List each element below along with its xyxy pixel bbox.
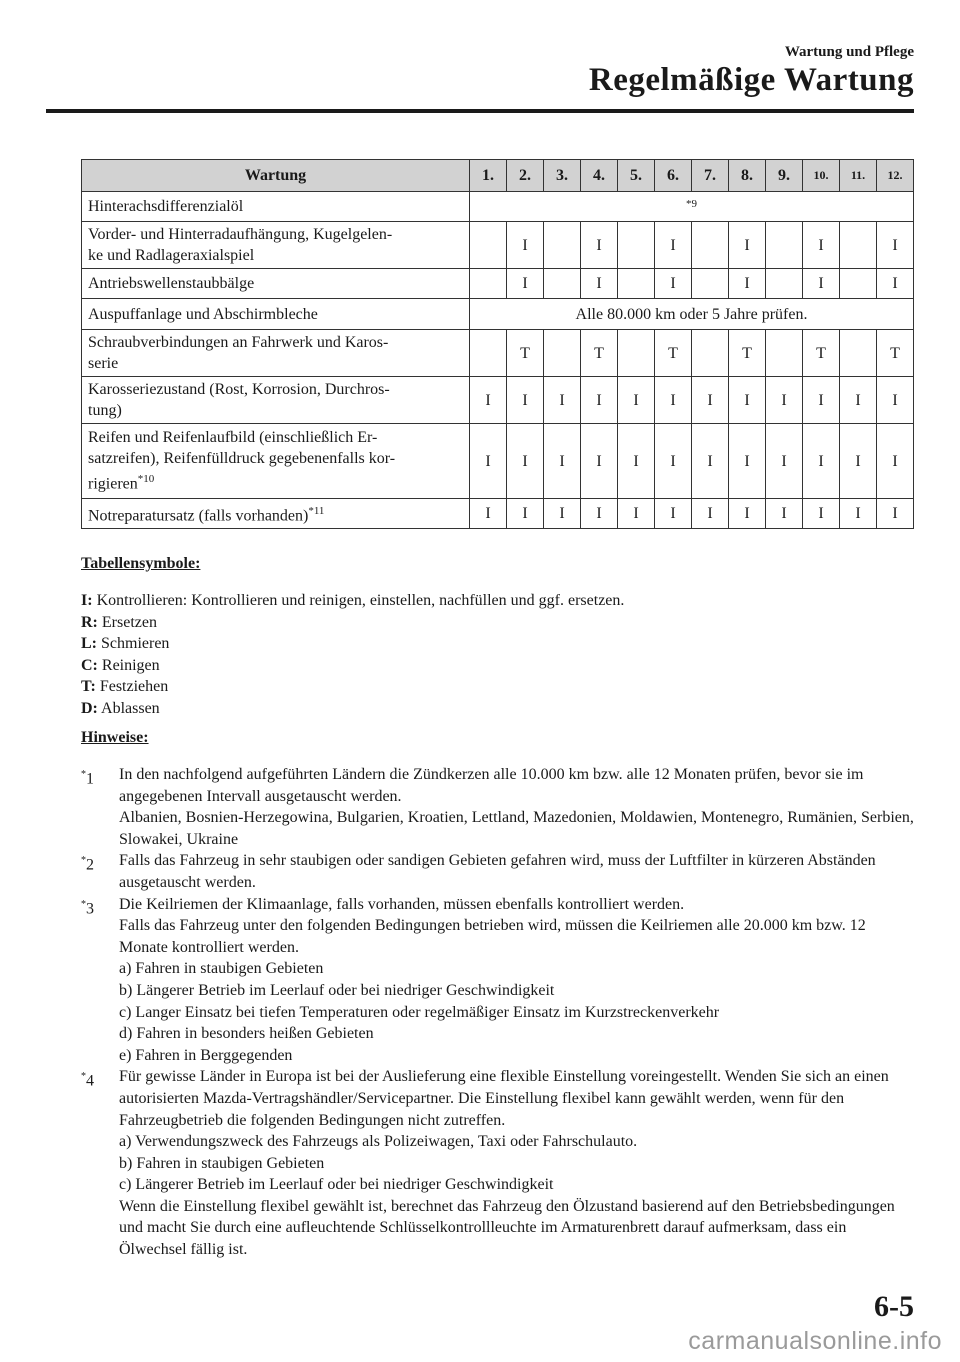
row-cell: I (581, 499, 618, 529)
note-star: * (81, 1071, 86, 1083)
table-row (82, 330, 914, 377)
row-label: Hinterachsdifferenzialöl (82, 192, 470, 222)
note-text: Falls das Fahrzeug unter den folgenden Bedingungen betrieben wird, müssen die Keilriemen alle 20.000 km bzw. 12 Monate kontrolliert werden. (119, 917, 866, 956)
row-cell (692, 330, 729, 377)
legend-item (81, 590, 624, 612)
row-cell: T (877, 330, 914, 377)
note-subitem: b) Fahren in staubigen Gebieten (119, 1154, 325, 1172)
row-cell (618, 222, 655, 269)
row-cell: I (544, 424, 581, 499)
row-cell (544, 330, 581, 377)
notes-heading: Hinweise: (81, 729, 149, 746)
row-cell (840, 269, 877, 299)
watermark: carmanualsonline.info (688, 1327, 942, 1355)
note-subitem: b) Längerer Betrieb im Leerlauf oder bei niedriger Geschwindigkeit (119, 981, 555, 999)
legend-text: Kontrollieren: Kontrollieren und reinigen, einstellen, nachfüllen und ggf. ersetzen. (96, 592, 625, 609)
note-text: Die Keilriemen der Klimaanlage, falls vorhanden, müssen ebenfalls kontrolliert werden. (119, 895, 685, 913)
row-cell (840, 222, 877, 269)
row-cell: I (877, 222, 914, 269)
row-cell (692, 269, 729, 299)
note-marker: *4 (81, 1071, 94, 1090)
row-cell: I (692, 424, 729, 499)
table-row (82, 192, 914, 222)
legend-item (81, 633, 624, 655)
header-cell-interval: 12. (877, 160, 914, 192)
row-cell: I (470, 499, 507, 529)
notes-list (81, 764, 914, 1261)
note-subitem: a) Verwendungszweck des Fahrzeugs als Polizeiwagen, Taxi oder Fahrschulauto. (119, 1133, 638, 1151)
header-cell-interval: 9. (766, 160, 803, 192)
row-label: Karosseriezustand (Rost, Korrosion, Durchros- tung) (82, 377, 470, 424)
section-label: Wartung und Pflege (784, 44, 914, 60)
header-cell-interval: 5. (618, 160, 655, 192)
note-star: * (81, 855, 86, 867)
table-row (82, 299, 914, 330)
row-cell: I (877, 377, 914, 424)
row-cell: I (766, 424, 803, 499)
legend-key: L: (81, 635, 97, 653)
legend-text: Reinigen (101, 656, 160, 674)
header-cell-interval: 7. (692, 160, 729, 192)
row-cell: T (655, 330, 692, 377)
row-cell: I (470, 424, 507, 499)
legend-key: D: (81, 699, 98, 717)
note-text: Wenn die Einstellung flexibel gewählt ist, berechnet das Fahrzeug den Ölzustand basierend auf den Betriebsbedingungen und macht Sie durch eine aufleuchtende Schlüsselkontrollleuchte im Armaturenbrett darauf aufmerksam, dass ein Ölwechsel fällig ist. (119, 1197, 895, 1259)
row-cell: I (877, 499, 914, 529)
note-marker: *3 (81, 898, 94, 917)
row-cell: I (729, 499, 766, 529)
table-header-row (82, 160, 914, 192)
row-cell: T (507, 330, 544, 377)
note-star: * (81, 769, 86, 780)
page-title: Regelmäßige Wartung (588, 62, 914, 98)
note-subitem: c) Langer Einsatz bei tiefen Temperaturen oder regelmäßiger Einsatz im Kurzstreckenverkehr (119, 1003, 720, 1021)
row-cell: T (803, 330, 840, 377)
row-cell: I (655, 499, 692, 529)
row-span-cell: Alle 80.000 km oder 5 Jahre prüfen. (470, 299, 914, 330)
row-cell (470, 330, 507, 377)
note-star: * (81, 898, 86, 910)
row-cell: I (766, 499, 803, 529)
row-cell: I (803, 377, 840, 424)
row-cell: I (507, 424, 544, 499)
header-cell-interval: 10. (803, 160, 840, 192)
legend-text: Ablassen (101, 699, 160, 717)
row-cell: I (729, 222, 766, 269)
row-cell: I (581, 424, 618, 499)
header-cell-interval: 1. (470, 160, 507, 192)
legend-item (81, 655, 624, 677)
row-cell: I (618, 424, 655, 499)
footnote-ref: *11 (308, 504, 325, 517)
row-cell: I (692, 499, 729, 529)
row-cell (470, 222, 507, 269)
note-marker: *2 (81, 855, 94, 874)
row-cell: T (729, 330, 766, 377)
footnote-ref: *10 (137, 473, 155, 486)
row-cell (618, 269, 655, 299)
row-cell: I (655, 222, 692, 269)
row-cell: I (803, 269, 840, 299)
maintenance-table (81, 159, 914, 529)
row-cell: I (803, 424, 840, 499)
row-cell: I (618, 377, 655, 424)
row-cell (544, 222, 581, 269)
row-label: Reifen und Reifenlaufbild (einschließlich Er- satzreifen), Reifenfülldruck gegebenenfalls kor- rigieren$^{*10}$ (82, 424, 470, 499)
row-label: Antriebswellenstaubbälge (82, 269, 470, 299)
row-cell: I (581, 222, 618, 269)
row-cell (618, 330, 655, 377)
table-row (82, 222, 914, 269)
row-cell (840, 330, 877, 377)
table-row (82, 499, 914, 529)
row-label: Vorder- und Hinterradaufhängung, Kugelgelen- ke und Radlageraxialspiel (82, 222, 470, 269)
row-label: Schraubverbindungen an Fahrwerk und Karos- serie (82, 330, 470, 377)
table-row (82, 424, 914, 499)
note-subitem: e) Fahren in Berggegenden (119, 1046, 293, 1064)
row-label: Notreparatursatz (falls vorhanden)$^{*11}$ (82, 499, 470, 529)
note-subitem: d) Fahren in besonders heißen Gebieten (119, 1025, 374, 1043)
row-cell: I (877, 269, 914, 299)
row-cell: I (840, 377, 877, 424)
row-cell: I (655, 269, 692, 299)
note-text: In den nachfolgend aufgeführten Ländern die Zündkerzen alle 10.000 km bzw. alle 12 Monaten prüfen, bevor sie im angegebenen Intervall ausgetauscht werden. (119, 766, 864, 805)
row-cell: I (618, 499, 655, 529)
legend-item (81, 698, 624, 720)
header-rule (46, 109, 914, 113)
table-row (82, 377, 914, 424)
row-cell: I (692, 377, 729, 424)
legend-text: Schmieren (101, 635, 170, 653)
row-cell: I (507, 269, 544, 299)
row-cell: I (544, 377, 581, 424)
row-cell: I (581, 377, 618, 424)
row-label: Auspuffanlage und Abschirmbleche (82, 299, 470, 330)
row-cell: I (655, 424, 692, 499)
row-cell: I (729, 377, 766, 424)
legend-key: C: (81, 656, 98, 674)
note-subitem: c) Längerer Betrieb im Leerlauf oder bei niedriger Geschwindigkeit (119, 1176, 554, 1194)
header-cell-interval: 3. (544, 160, 581, 192)
row-cell: I (803, 499, 840, 529)
note-text: Falls das Fahrzeug in sehr staubigen oder sandigen Gebieten gefahren wird, muss der Luftfilter in kürzeren Abständen ausgetauscht werden. (119, 852, 876, 891)
row-cell (766, 330, 803, 377)
header-cell-interval: 11. (840, 160, 877, 192)
row-cell (766, 269, 803, 299)
row-cell: I (470, 377, 507, 424)
header-cell-interval: 8. (729, 160, 766, 192)
legend-key: T: (81, 678, 96, 696)
note-text: Für gewisse Länder in Europa ist bei der Auslieferung eine flexible Einstellung voreingestellt. Wenden Sie sich an einen autorisierten Mazda-Vertragshändler/Servicepartner. Die Einstellung flexibel kann gewählt werden, wenn für den Fahrzeugbetrieb die folgenden Bedingungen nicht zutreffen. (119, 1068, 889, 1129)
row-cell: I (581, 269, 618, 299)
legend-item (81, 612, 624, 634)
legend-key: R: (81, 613, 98, 631)
header-cell-interval: 4. (581, 160, 618, 192)
row-cell: I (803, 222, 840, 269)
row-cell (470, 269, 507, 299)
note-item (81, 1066, 914, 1260)
header-cell-interval: 6. (655, 160, 692, 192)
row-cell: I (766, 377, 803, 424)
header-cell-interval: 2. (507, 160, 544, 192)
note-text: Albanien, Bosnien-Herzegowina, Bulgarien, Kroatien, Lettland, Mazedonien, Moldawien, Montenegro, Rumänien, Serbien, Slowakei, Ukraine (119, 809, 914, 848)
row-cell: I (507, 377, 544, 424)
note-item (81, 894, 914, 1067)
legend-heading: Tabellensymbole: (81, 555, 201, 572)
row-cell: I (507, 499, 544, 529)
row-cell: I (840, 499, 877, 529)
row-cell (544, 269, 581, 299)
legend-text: Ersetzen (101, 613, 157, 631)
table-row (82, 269, 914, 299)
row-cell (766, 222, 803, 269)
row-cell: I (544, 499, 581, 529)
note-item (81, 764, 914, 850)
row-cell: I (877, 424, 914, 499)
note-marker: *1 (81, 769, 94, 788)
legend-item (81, 676, 624, 698)
row-cell: I (729, 269, 766, 299)
note-item (81, 850, 914, 893)
legend-text: Festziehen (99, 678, 169, 696)
row-cell: I (729, 424, 766, 499)
row-cell: I (840, 424, 877, 499)
row-cell: I (507, 222, 544, 269)
legend-key: I: (81, 592, 93, 609)
row-cell (692, 222, 729, 269)
legend-list (81, 590, 624, 720)
row-cell: T (581, 330, 618, 377)
header-cell-wartung: Wartung (82, 160, 470, 192)
note-subitem: a) Fahren in staubigen Gebieten (119, 960, 324, 978)
row-span-cell: *9 (470, 192, 914, 222)
row-cell: I (655, 377, 692, 424)
page-number: 6-5 (874, 1290, 914, 1323)
